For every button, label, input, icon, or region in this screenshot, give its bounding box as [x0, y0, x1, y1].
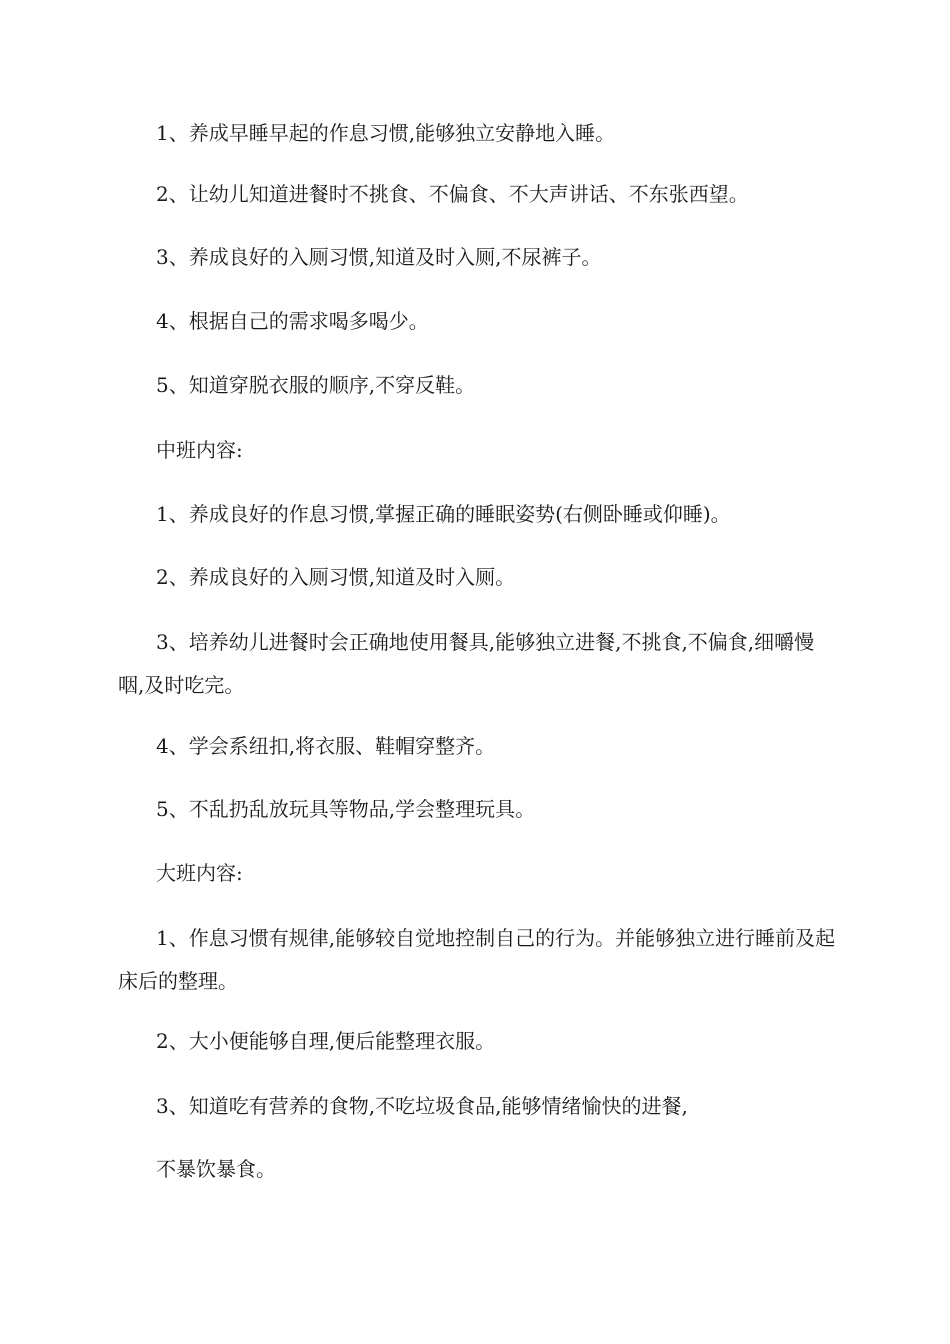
- paragraph-senior-class-item-2: 2、大小便能够自理,便后能整理衣服。: [156, 1029, 496, 1053]
- paragraph-small-class-item-2: 2、让幼儿知道进餐时不挑食、不偏食、不大声讲话、不东张西望。: [156, 182, 749, 206]
- paragraph-small-class-item-1: 1、养成早睡早起的作息习惯,能够独立安静地入睡。: [156, 121, 616, 145]
- paragraph-small-class-item-5: 5、知道穿脱衣服的顺序,不穿反鞋。: [156, 373, 476, 397]
- paragraph-small-class-item-3: 3、养成良好的入厕习惯,知道及时入厕,不尿裤子。: [156, 245, 602, 269]
- paragraph-senior-class-item-3: 3、知道吃有营养的食物,不吃垃圾食品,能够情绪愉快的进餐,: [156, 1094, 688, 1118]
- paragraph-small-class-item-4: 4、根据自己的需求喝多喝少。: [156, 309, 429, 333]
- heading-middle-class: 中班内容:: [156, 438, 243, 462]
- paragraph-middle-class-item-4: 4、学会系纽扣,将衣服、鞋帽穿整齐。: [156, 734, 496, 758]
- paragraph-senior-class-item-3-cont: 不暴饮暴食。: [156, 1157, 276, 1181]
- heading-senior-class: 大班内容:: [156, 861, 243, 885]
- paragraph-middle-class-item-5: 5、不乱扔乱放玩具等物品,学会整理玩具。: [156, 797, 536, 821]
- paragraph-middle-class-item-3: 3、培养幼儿进餐时会正确地使用餐具,能够独立进餐,不挑食,不偏食,细嚼慢咽,及时吃完。: [118, 630, 815, 697]
- paragraph-senior-class-item-1: 1、作息习惯有规律,能够较自觉地控制自己的行为。并能够独立进行睡前及起床后的整理。: [118, 926, 836, 993]
- paragraph-middle-class-item-2: 2、养成良好的入厕习惯,知道及时入厕。: [156, 565, 516, 589]
- paragraph-middle-class-item-1: 1、养成良好的作息习惯,掌握正确的睡眠姿势(右侧卧睡或仰睡)。: [156, 502, 731, 526]
